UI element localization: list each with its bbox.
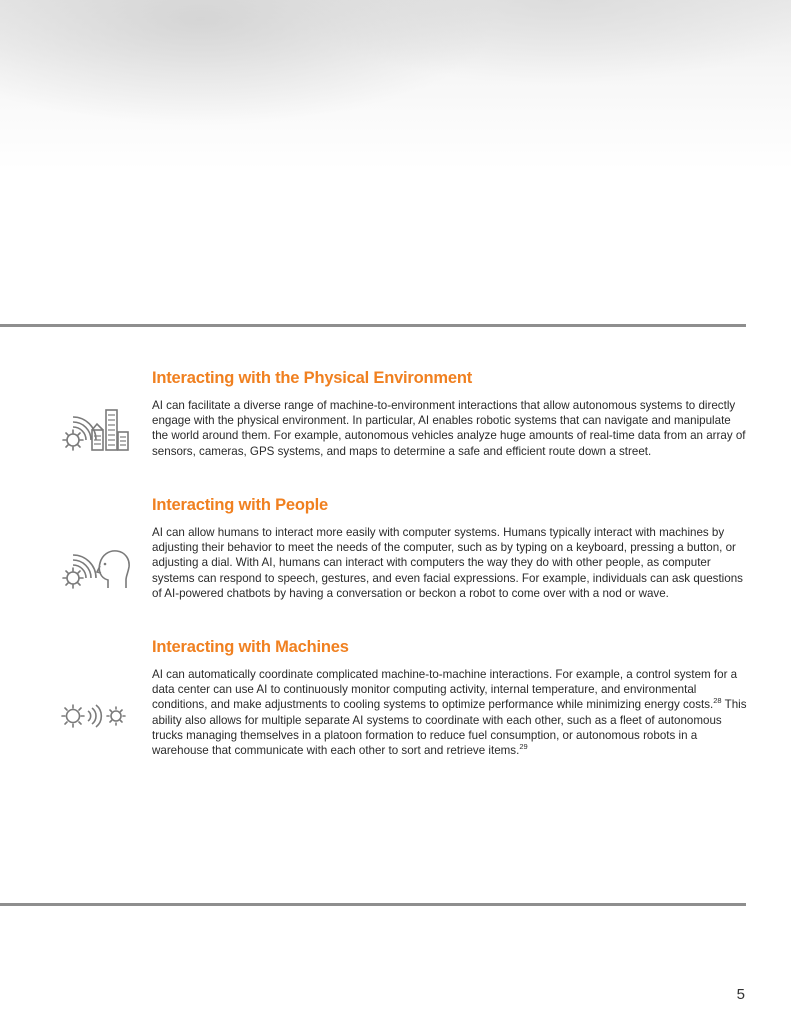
gear-signal-head-icon	[60, 546, 132, 594]
section-heading: Interacting with the Physical Environment	[152, 369, 473, 387]
section-heading: Interacting with Machines	[152, 638, 349, 656]
page-number: 5	[736, 986, 745, 1003]
footnote-ref-28: 28	[713, 696, 722, 706]
gear-signal-gear-icon	[60, 700, 132, 732]
body-text-part-2: This ability also allows for multiple separate AI systems to coordinate with each other, such as a fleet of autonomous trucks managing themselves in a platoon formation to reduce fuel consumption, or autonomous robots in a warehouse that communicate with each other to sort and retrieve items.	[152, 698, 747, 758]
section-physical-environment	[152, 369, 747, 459]
section-machines	[152, 638, 747, 758]
body-text-part-1: AI can automatically coordinate complicated machine-to-machine interactions. For example, a control system for a data center can use AI to continuously monitor computing activity, internal temperature, and environmental conditions, and make adjustments to cooling systems to optimize performance while minimizing energy costs.	[152, 668, 738, 712]
top-divider	[0, 324, 746, 327]
footnote-ref-29: 29	[519, 742, 528, 752]
section-people	[152, 496, 747, 601]
section-heading: Interacting with People	[152, 496, 329, 514]
section-body: AI can allow humans to interact more easily with computer systems. Humans typically interact with machines by adjusting their behavior to meet the needs of the computer, such as by typing on a keyboard, pressing a button, or adjusting a dial. With AI, humans can interact with computers the way they do with other people, as computer systems can respond to speech, gestures, and even facial expressions. For example, individuals can ask questions of AI-powered chatbots by having a conversation or beckon a robot to come over with a nod or wave.	[152, 526, 743, 600]
bottom-divider	[0, 903, 746, 906]
section-body: AI can facilitate a diverse range of machine-to-environment interactions that allow autonomous systems to directly engage with the physical environment. In particular, AI enables robotic systems that can navigate and manipulate the world around them. For example, autonomous vehicles analyze huge amounts of real-time data from an array of sensors, cameras, GPS systems, and maps to determine a safe and efficient route down a street.	[152, 399, 746, 458]
section-body	[152, 667, 747, 758]
gear-signal-buildings-icon	[60, 406, 132, 454]
header-background	[0, 0, 791, 330]
